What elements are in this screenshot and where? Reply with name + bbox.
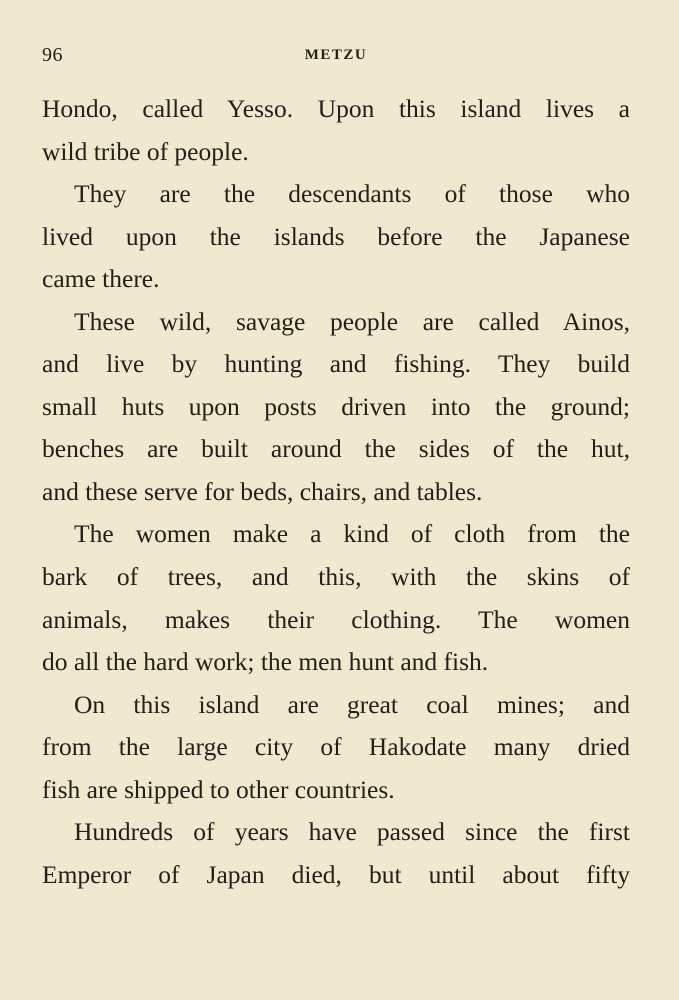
text-line: from the large city of Hakodate many dried [42, 732, 630, 762]
text-line: Hondo, called Yesso. Upon this island lives a [42, 94, 630, 123]
text-line: Hundreds of years have passed since the first [74, 817, 630, 847]
text-line: do all the hard work; the men hunt and fish. [42, 647, 489, 677]
text-line: came there. [42, 264, 160, 294]
text-line: The women make a kind of cloth from the [74, 519, 630, 549]
text-line: wild tribe of people. [42, 136, 249, 166]
text-line: small huts upon posts driven into the ground; [42, 391, 630, 421]
text-line: and live by hunting and fishing. They build [42, 349, 630, 379]
text-line: They are the descendants of those who [74, 179, 630, 209]
body-text [42, 88, 630, 896]
page-header [42, 44, 630, 68]
text-line: Emperor of Japan died, but until about fifty [42, 859, 630, 889]
text-line: lived upon the islands before the Japanese [42, 221, 630, 251]
text-line: and these serve for beds, chairs, and tables. [42, 476, 483, 506]
text-line: benches are built around the sides of the hut, [42, 434, 630, 464]
text-line: On this island are great coal mines; and [74, 689, 630, 719]
text-line: bark of trees, and this, with the skins of [42, 562, 630, 592]
text-line: fish are shipped to other countries. [42, 774, 395, 804]
running-head: METZU [304, 47, 368, 63]
page-number: 96 [42, 44, 63, 66]
text-line: animals, makes their clothing. The women [42, 604, 630, 634]
text-line: These wild, savage people are called Ainos, [74, 306, 630, 336]
